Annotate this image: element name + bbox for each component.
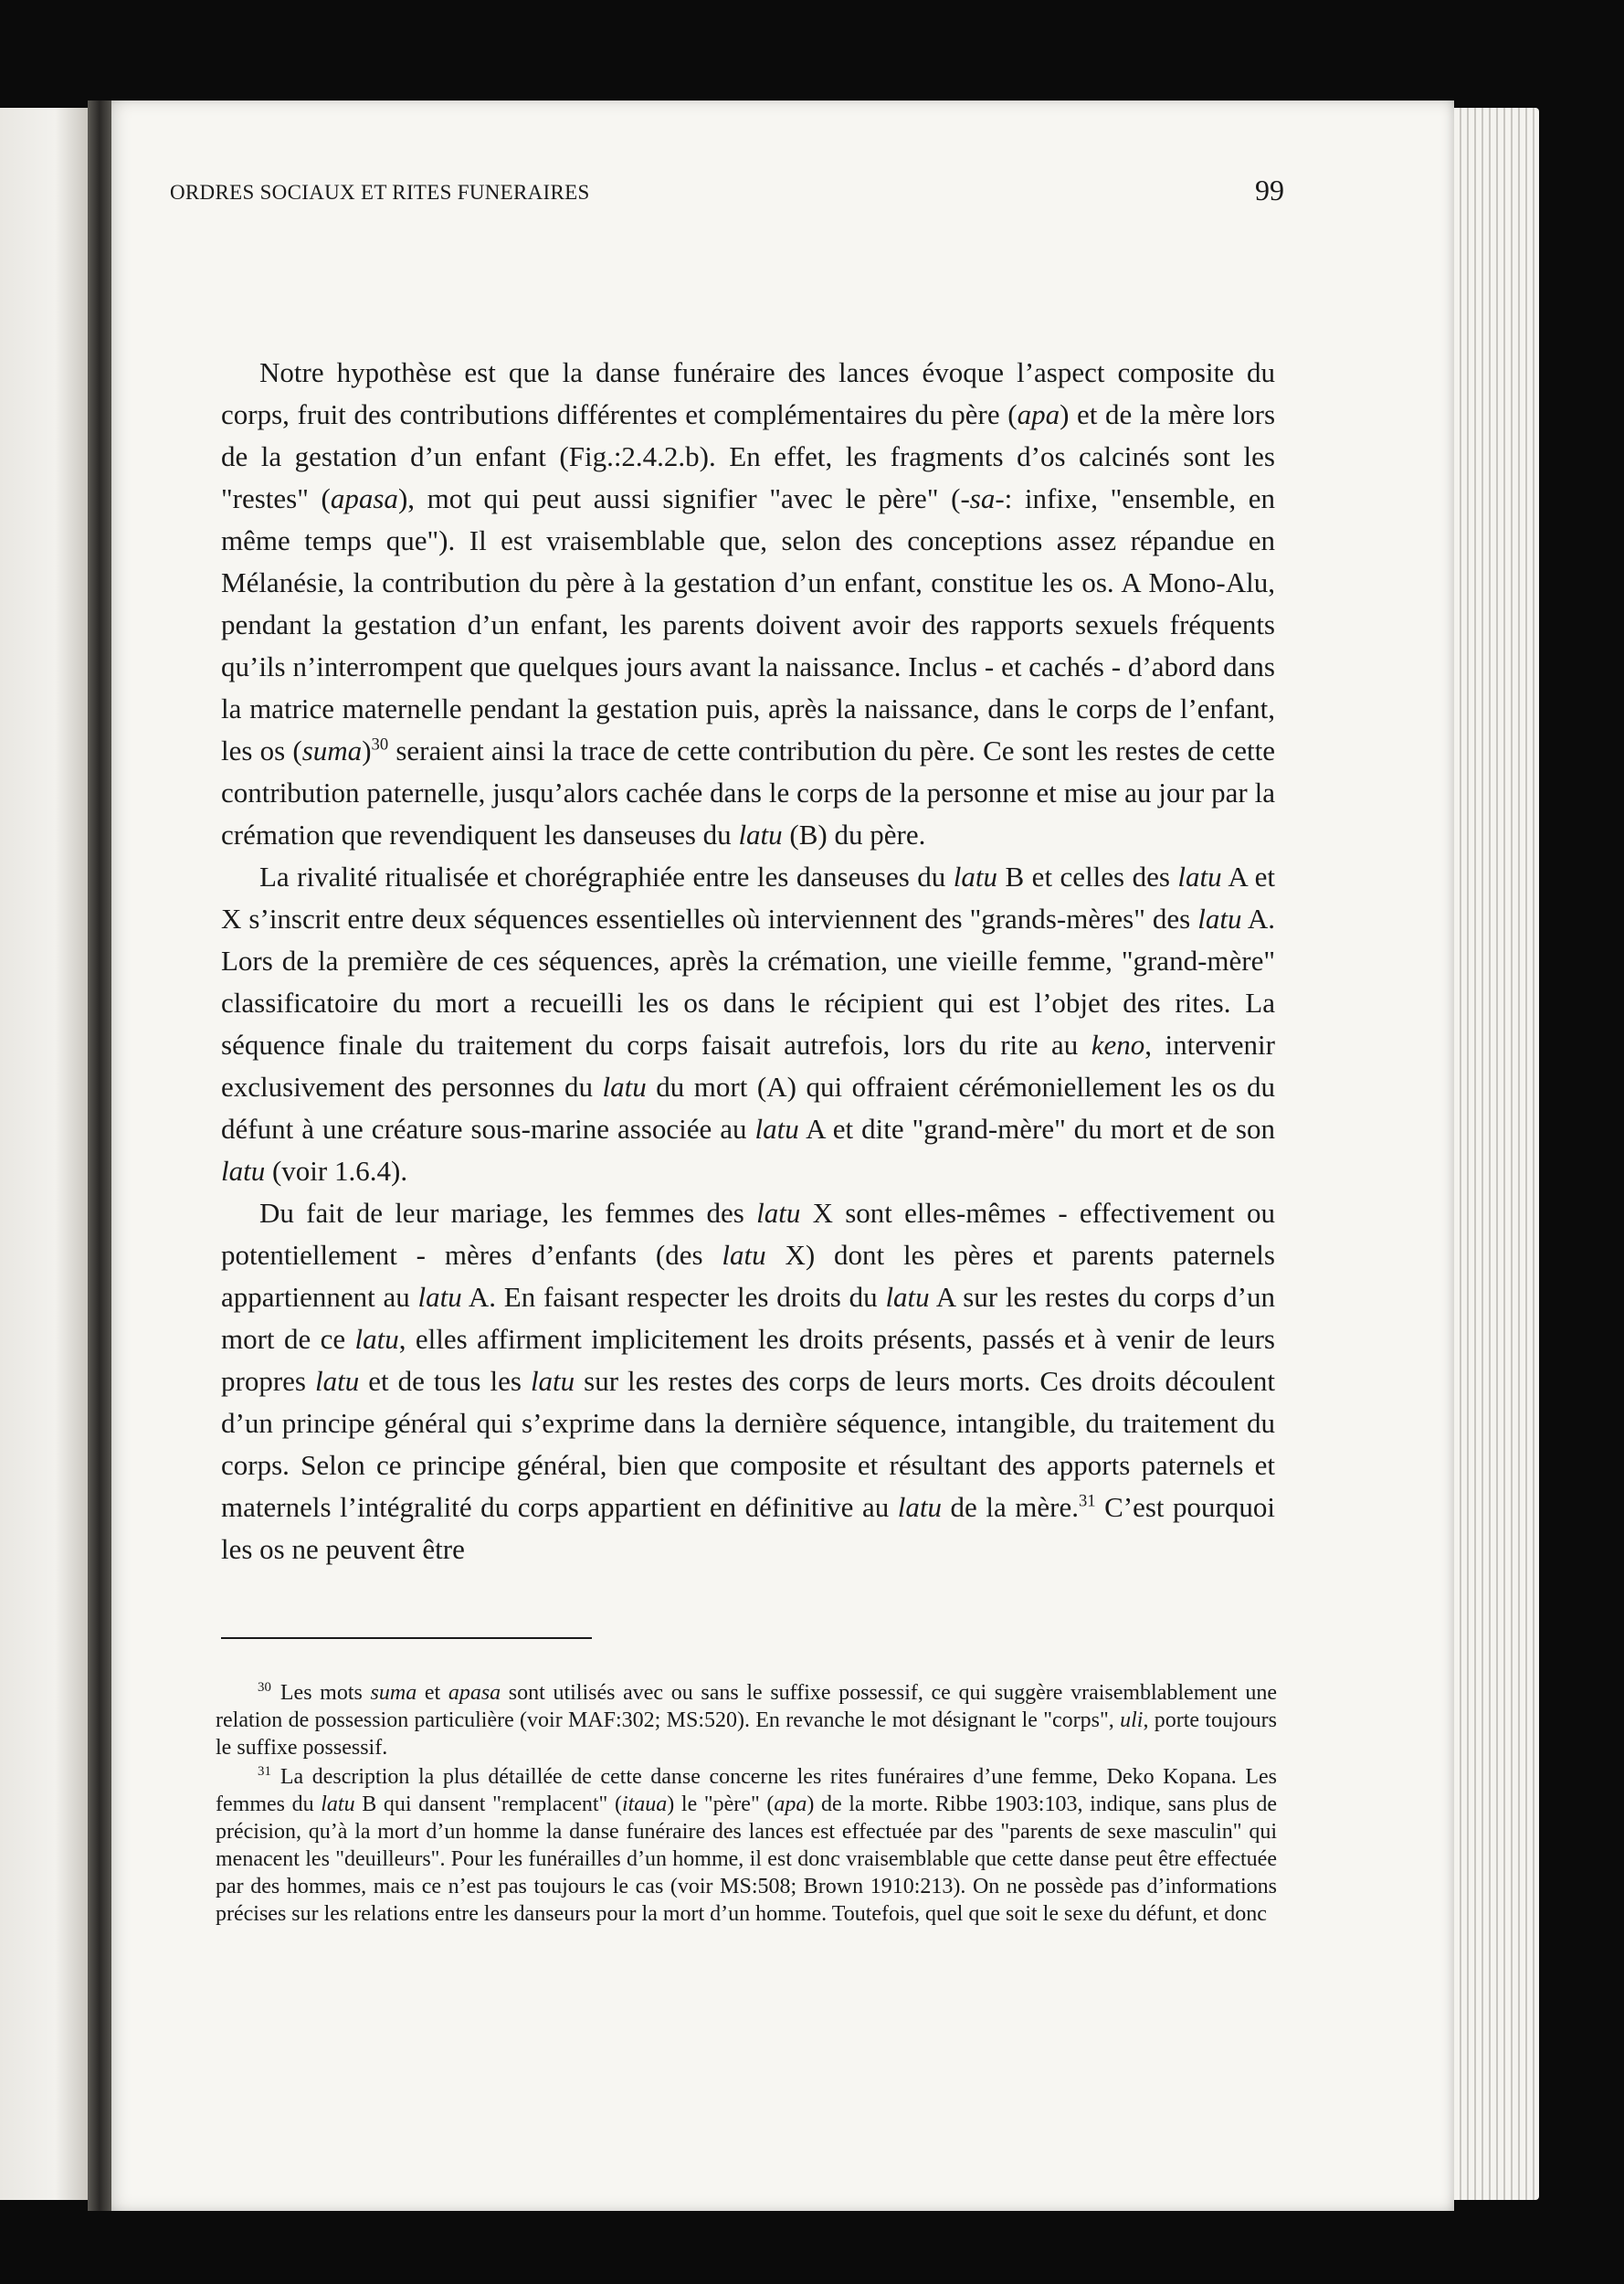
- term-suma: suma: [370, 1681, 417, 1705]
- text-run: B qui dansent "remplacent" (: [354, 1792, 622, 1816]
- text-run: de la mère.: [942, 1491, 1079, 1523]
- term-latu: latu: [314, 1365, 360, 1397]
- text-run: du mort (A) qui offraient cérémoniellement les os du défunt à une créature sous-marine associée au: [221, 1071, 1275, 1145]
- term-apasa: apasa: [448, 1681, 501, 1705]
- term-latu: latu: [756, 1197, 801, 1229]
- text-run: Notre hypothèse est que la danse funéraire des lances évoque l’aspect composite du corps, fruit des contributions différentes et complémentaires du père (: [221, 356, 1275, 430]
- term-apasa: apasa: [330, 482, 398, 514]
- footnote-mark: 30: [258, 1680, 271, 1695]
- footnote-ref-30[interactable]: 30: [371, 735, 389, 755]
- running-title: ORDRES SOCIAUX ET RITES FUNERAIRES: [170, 181, 590, 204]
- text-run: , elles affirment implicitement les droits présents, passés et à venir de leurs propres: [221, 1323, 1275, 1397]
- text-run: sont utilisés avec ou sans le suffixe possessif, ce qui suggère vraisemblablement une relation de possession particulière (voir MAF:302; MS:520). En revanche le mot désignant le "corps",: [216, 1681, 1277, 1732]
- main-text: [221, 352, 1275, 1570]
- term-latu: latu: [754, 1113, 799, 1145]
- text-run: et de tous les: [359, 1365, 531, 1397]
- term-sa: -sa-: [960, 482, 1005, 514]
- term-latu: latu: [885, 1281, 930, 1313]
- text-run: sur les restes des corps de leurs morts. Ces droits découlent d’un principe général qui s’exprime dans la dernière séquence, intangible, du traitement du corps. Selon ce principe général, bien que composite et résultant des apports paternels et maternels l’intégralité du corps appartient en définitive au: [221, 1365, 1275, 1523]
- text-run: , porte toujours le suffixe possessif.: [216, 1708, 1277, 1760]
- footnotes: [216, 1679, 1277, 1930]
- text-run: A et dite "grand-mère" du mort et de son: [798, 1113, 1275, 1145]
- facing-page-edge: [0, 108, 100, 2200]
- term-latu: latu: [530, 1365, 575, 1397]
- term-latu: latu: [953, 861, 998, 893]
- term-apa: apa: [1017, 398, 1060, 430]
- text-run: B et celles des: [997, 861, 1178, 893]
- text-run: , intervenir exclusivement des personnes du: [221, 1029, 1275, 1103]
- book-gutter: [88, 100, 111, 2211]
- term-apa: apa: [774, 1792, 807, 1816]
- term-latu: latu: [1197, 903, 1242, 935]
- footnote-mark: 31: [258, 1764, 271, 1779]
- text-run: A. Lors de la première de ces séquences, après la crémation, une vieille femme, "grand-mère" classificatoire du mort a recueilli les os dans le récipient qui est l’objet des rites. La séquence finale du traitement du corps faisait autrefois, lors du rite au: [221, 903, 1275, 1061]
- text-run: A sur les restes du corps d’un mort de ce: [221, 1281, 1275, 1355]
- term-latu: latu: [321, 1792, 355, 1816]
- term-latu: latu: [722, 1239, 766, 1271]
- footnote-31: [216, 1763, 1277, 1928]
- running-header: [170, 174, 1284, 210]
- text-run: ) de la morte. Ribbe 1903:103, indique, sans plus de précision, qu’à la mort d’un homme la danse funéraire des lances est effectuée par des "parents de sexe masculin" qui menacent les "deuilleurs". Pour les funérailles d’un homme, il est donc vraisemblable que cette danse peut être effectuée par des hommes, mais ce n’est pas toujours le cas (voir MS:508; Brown 1910:213). On ne possède pas d’informations précises sur les relations entre les danseurs pour la mort d’un homme. Toutefois, quel que soit le sexe du défunt, et donc: [216, 1792, 1277, 1926]
- text-run: (B) du père.: [782, 819, 926, 851]
- paragraph-2: [221, 856, 1275, 1192]
- page-number: 99: [1255, 174, 1284, 206]
- text-run: La description la plus détaillée de cette danse concerne les rites funéraires d’une femme, Deko Kopana. Les femmes du: [216, 1765, 1277, 1816]
- text-run: Les mots: [279, 1681, 371, 1705]
- footnote-30: [216, 1679, 1277, 1761]
- text-run: : infixe, "ensemble, en même temps que"). Il est vraisemblable que, selon des conceptions assez répandue en Mélanésie, la contribution du père à la gestation d’un enfant, constitue les os. A Mono-Alu, pendant la gestation d’un enfant, les parents doivent avoir des rapports sexuels fréquents qu’ils n’interrompent que quelques jours avant la naissance. Inclus - et cachés - d’abord dans la matrice maternelle pendant la gestation puis, après la naissance, dans le corps de l’enfant, les os (: [221, 482, 1276, 767]
- term-latu: latu: [738, 819, 783, 851]
- term-latu: latu: [417, 1281, 462, 1313]
- term-uli: uli: [1120, 1708, 1144, 1732]
- text-run: et: [417, 1681, 448, 1705]
- term-keno: keno: [1091, 1029, 1145, 1061]
- paragraph-3: [221, 1192, 1275, 1570]
- text-run: ) le "père" (: [667, 1792, 775, 1816]
- text-run: A et X s’inscrit entre deux séquences essentielles où interviennent des "grands-mères" des: [221, 861, 1275, 935]
- term-latu: latu: [221, 1155, 266, 1187]
- term-latu: latu: [602, 1071, 647, 1103]
- text-run: C’est pourquoi les os ne peuvent être: [221, 1491, 1275, 1565]
- text-run: X sont elles-mêmes - effectivement ou potentiellement - mères d’enfants (des: [221, 1197, 1275, 1271]
- text-run: (voir 1.6.4).: [265, 1155, 408, 1187]
- text-run: ): [362, 735, 372, 767]
- text-run: La rivalité ritualisée et chorégraphiée entre les danseuses du: [259, 861, 954, 893]
- term-suma: suma: [301, 735, 363, 767]
- text-run: Du fait de leur mariage, les femmes des: [259, 1197, 757, 1229]
- text-run: ) et de la mère lors de la gestation d’un enfant (Fig.:2.4.2.b). En effet, les fragments d’os calcinés sont les "restes" (: [221, 398, 1276, 514]
- term-latu: latu: [354, 1323, 399, 1355]
- term-latu: latu: [1177, 861, 1222, 893]
- text-run: X) dont les pères et parents paternels appartiennent au: [221, 1239, 1275, 1313]
- term-itaua: itaua: [621, 1792, 668, 1816]
- text-run: A. En faisant respecter les droits du: [461, 1281, 886, 1313]
- footnote-ref-31[interactable]: 31: [1078, 1491, 1096, 1511]
- text-run: ), mot qui peut aussi signifier "avec le père" (: [397, 482, 961, 514]
- term-latu: latu: [897, 1491, 943, 1523]
- footnote-separator: [221, 1637, 592, 1639]
- text-run: seraient ainsi la trace de cette contribution du père. Ce sont les restes de cette contribution paternelle, jusqu’alors cachée dans le corps de la personne et mise au jour par la crémation que revendiquent les danseuses du: [221, 735, 1275, 851]
- paragraph-1: [221, 352, 1275, 856]
